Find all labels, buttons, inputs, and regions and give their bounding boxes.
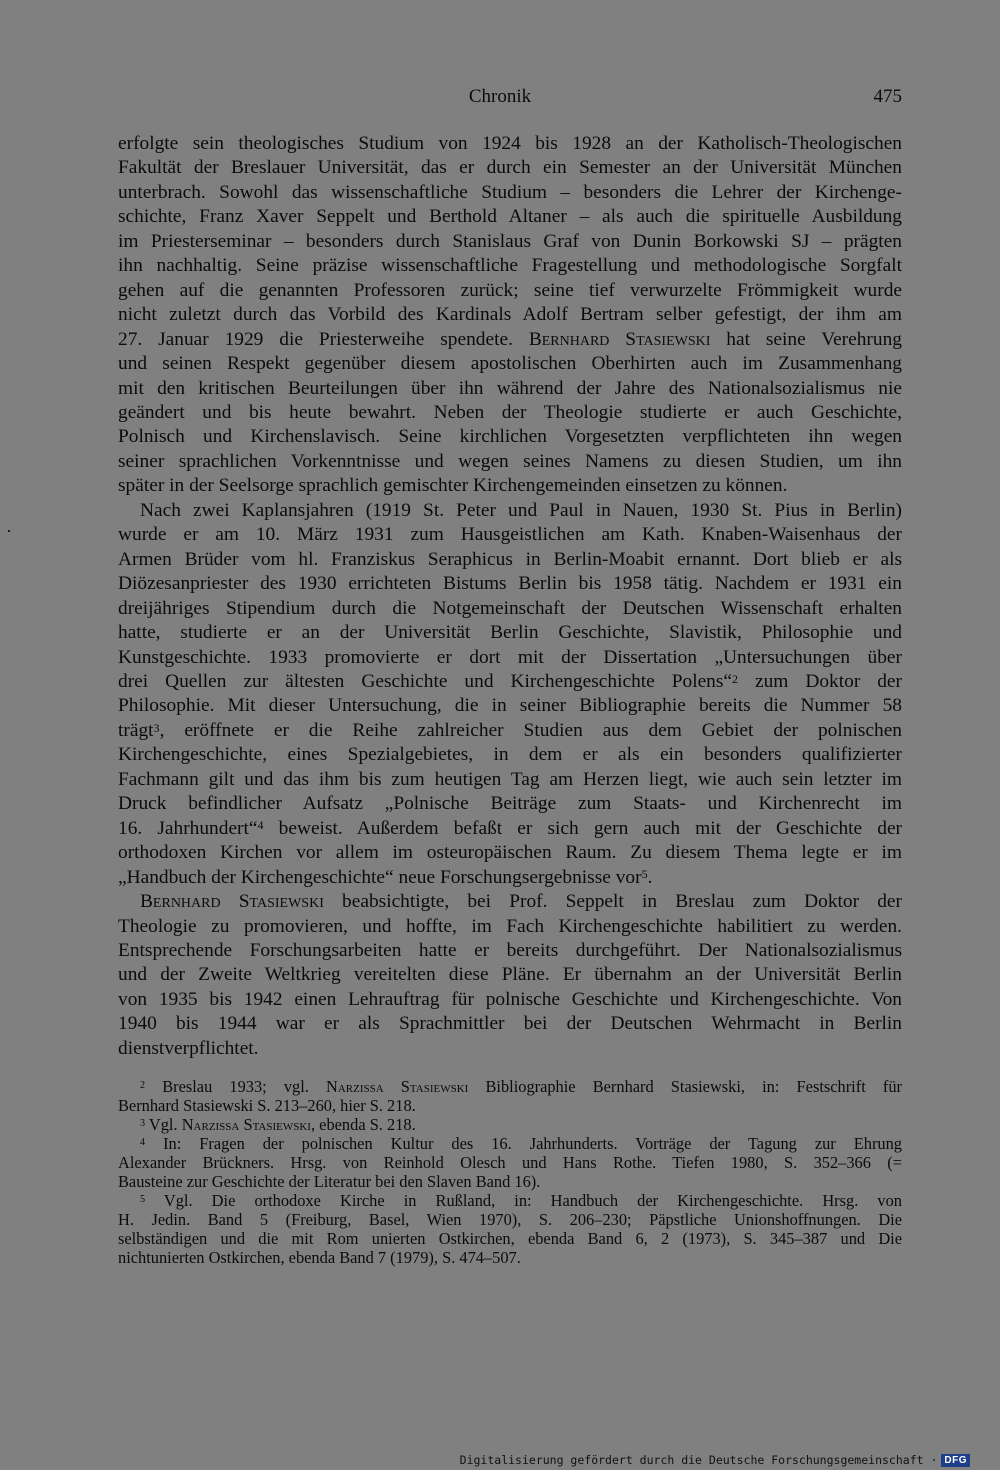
footnote-ref[interactable]: 3 [153,720,160,735]
text-line: Nach zwei Kaplansjahren (1919 St. Peter und Paul in Nauen, 1930 St. Pius in Berlin) [140,499,902,521]
text-line: später in der Seelsorge sprachlich gemischter Kirchengemeinden einsetzen zu können. [118,475,788,497]
text-line: mit den kritischen Beurteilungen über ihn während der Jahre des Nationalsozialismus nie [118,377,902,399]
text-line: selbständigen und die mit Rom unierten Ostkirchen, ebenda Band 6, 2 (1973), S. 345–387 und Die [118,1229,902,1248]
text-line [118,328,902,352]
text-line: Bausteine zur Geschichte der Literatur bei den Slaven Band 16). [118,1172,541,1191]
person-name: Narzissa Stasiewski [326,1077,469,1096]
text-line: unterbrach. Sowohl das wissenschaftliche Studium – besonders die Lehrer der Kirchenge- [118,181,902,203]
text-line [118,890,902,914]
text-line: dreijähriges Stipendium durch die Notgemeinschaft der Deutschen Wissenschaft erhalten [118,597,902,619]
text-line [118,719,902,743]
text-line: Kirchengeschichte, eines Spezialgebietes, in dem er als ein besonders qualifizierter [118,744,902,766]
digitization-credit [460,1453,970,1467]
text-line: nicht zuletzt durch das Vorbild des Kardinals Adolf Bertram selber gefestigt, der ihm am [118,304,902,326]
text-line [118,670,902,694]
dfg-logo[interactable]: DFG [941,1454,970,1467]
text-line: und seinen Respekt gegenüber diesem apostolischen Oberhirten auch im Zusammenhang [118,353,902,375]
text-segment: zum Doktor der [738,670,902,692]
text-line: nichtunierten Ostkirchen, ebenda Band 7 (1979), S. 474–507. [118,1248,521,1267]
text-line: Bernhard Stasiewski S. 213–260, hier S. 218. [118,1096,416,1115]
text-line: Polnisch und Kirchenslavisch. Seine kirchlichen Vorgesetzten verpflichteten ihn wegen [118,426,902,448]
text-line: im Priesterseminar – besonders durch Stanislaus Graf von Dunin Borkowski SJ – prägten [118,230,902,252]
text-segment: Vgl. [148,1115,178,1134]
text-segment: , ebenda S. 218. [310,1115,416,1134]
credit-text: Digitalisierung gefördert durch die Deutsche Forschungsgemeinschaft · [459,1453,938,1467]
text-segment: „Handbuch der Kirchengeschichte“ neue Forschungsergebnisse vor [118,866,642,888]
text-line [118,866,902,890]
text-line: wurde er am 10. März 1931 zum Hausgeistlichen am Kath. Knaben-Waisenhaus der [118,524,902,546]
text-segment: trägt [118,719,154,741]
text-segment: . [647,866,653,888]
footnote-number: 3 [140,1118,146,1130]
text-segment: 27. Januar 1929 die Priesterweihe spendete. [118,328,513,350]
text-line: Theologie zu promovieren, und hoffte, im Fach Kirchengeschichte habilitiert zu werden. [118,915,902,937]
text-segment: , eröffnete er die Reihe zahlreicher Studien aus dem Gebiet der polnischen [159,719,902,741]
text-line: seiner sprachlichen Vorkenntnisse und wegen seines Namens zu diesen Studien, um ihn [118,450,902,472]
text-line: H. Jedin. Band 5 (Freiburg, Basel, Wien 1970), S. 206–230; Päpstliche Unionshoffnungen. Die [118,1210,902,1229]
text-segment: hat seine Verehrung [726,328,902,350]
person-name: Bernhard Stasiewski [528,328,711,350]
footnote-number: 5 [140,1194,146,1206]
running-header-title: Chronik [468,86,532,107]
text-line: dienstverpflichtet. [118,1037,259,1059]
text-segment: 16. Jahrhundert“ [118,817,258,839]
footnote-number: 4 [140,1137,146,1149]
text-line: schichte, Franz Xaver Seppelt und Berthold Altaner – als auch die spirituelle Ausbildung [118,206,902,228]
footnote-4 [118,1134,902,1153]
text-line: Diözesanpriester des 1930 errichteten Bistums Berlin bis 1958 tätig. Nachdem er 1931 ein [118,573,902,595]
text-line: Alexander Brückners. Hrsg. von Reinhold Olesch und Hans Rothe. Tiefen 1980, S. 352–366 (= [118,1153,902,1172]
margin-speck [8,530,10,532]
footnote-3 [118,1115,902,1134]
text-segment: Breslau 1933; vgl. [162,1077,309,1096]
footnotes [118,1077,902,1267]
text-line: Fachmann gilt und das ihm bis zum heutigen Tag am Herzen liegt, wie auch sein letzter im [118,768,902,790]
text-line: von 1935 bis 1942 einen Lehrauftrag für polnische Geschichte und Kirchengeschichte. Von [118,988,902,1010]
text-line: 1940 bis 1944 war er als Sprachmittler bei der Deutschen Wehrmacht in Berlin [118,1013,902,1035]
text-segment: beweist. Außerdem befaßt er sich gern auch mit der Geschichte der [263,817,903,839]
footnote-number: 2 [140,1080,146,1092]
person-name: Bernhard Stasiewski [140,891,324,913]
text-line: gehen auf die genannten Professoren zurück; seine tief verwurzelte Frömmigkeit wurde [118,279,902,301]
text-line: Druck befindlicher Aufsatz „Polnische Beiträge zum Staats- und Kirchenrecht im [118,793,902,815]
text-line: hatte, studierte er an der Universität Berlin Geschichte, Slavistik, Philosophie und [118,622,902,644]
text-line: und der Zweite Weltkrieg vereitelten diese Pläne. Er übernahm an der Universität Berlin [118,964,902,986]
page-number: 475 [873,86,902,107]
footnote-5 [118,1191,902,1210]
footnote-2 [118,1077,902,1096]
text-line: Philosophie. Mit dieser Untersuchung, die in seiner Bibliographie bereits die Nummer 58 [118,695,902,717]
text-line: Armen Brüder vom hl. Franziskus Seraphicus in Berlin-Moabit ernannt. Dort blieb er als [118,548,902,570]
text-line: orthodoxen Kirchen vor allem im osteuropäischen Raum. Zu diesem Thema legte er im [118,842,902,864]
text-segment: Bibliographie Bernhard Stasiewski, in: Festschrift für [485,1077,902,1096]
text-segment: Vgl. Die orthodoxe Kirche in Rußland, in: Handbuch der Kirchengeschichte. Hrsg. von [163,1191,902,1210]
text-segment: In: Fragen der polnischen Kultur des 16. Jahrhunderts. Vorträge der Tagung zur Ehrung [163,1134,902,1153]
text-line: Entsprechende Forschungsarbeiten hatte er bereits durchgeführt. Der Nationalsozialismus [118,939,902,961]
text-line: ihn nachhaltig. Seine präzise wissenschaftliche Fragestellung und methodologische Sorgfalt [118,255,902,277]
text-line [118,817,902,841]
text-line: geändert und bis heute bewahrt. Neben der Theologie studierte er auch Geschichte, [118,401,902,423]
text-segment: beabsichtigte, bei Prof. Seppelt in Breslau zum Doktor der [323,891,902,913]
footnote-ref[interactable]: 5 [641,867,648,882]
text-segment: drei Quellen zur ältesten Geschichte und Kirchengeschichte Polens“ [118,670,733,692]
text-line: erfolgte sein theologisches Studium von 1924 bis 1928 an der Katholisch-Theologischen [118,133,902,154]
text-line: Fakultät der Breslauer Universität, das er durch ein Semester an der Universität München [118,157,902,179]
footnote-ref[interactable]: 2 [732,671,739,686]
footnote-ref[interactable]: 4 [257,818,264,833]
person-name: Narzissa Stasiewski [181,1115,311,1134]
text-line: Kunstgeschichte. 1933 promovierte er dort mit der Dissertation „Untersuchungen über [118,646,902,668]
body-text [118,132,902,1061]
